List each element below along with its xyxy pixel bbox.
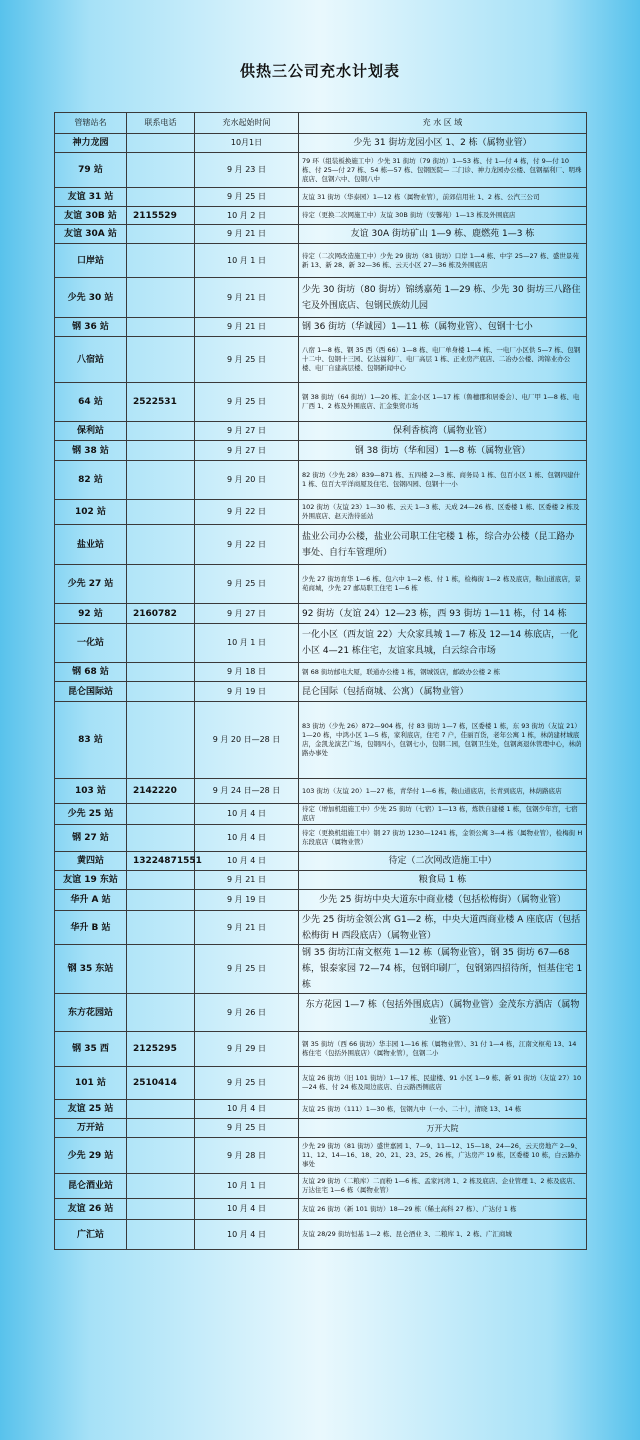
station-name-cell: 八宿站	[55, 337, 127, 383]
table-row	[55, 525, 587, 565]
phone-cell	[127, 153, 195, 188]
start-date-cell: 9 月 21 日	[195, 318, 299, 337]
area-cell: 92 街坊（友谊 24）12—23 栋，西 93 街坊 1—11 栋，付 14 栋	[299, 604, 587, 624]
station-name-cell: 东方花园站	[55, 994, 127, 1032]
table-row	[55, 1174, 587, 1199]
area-cell: 少先 25 街坊中央大道东中商业楼（包括松梅街）（属物业管）	[299, 890, 587, 911]
station-name-cell: 102 站	[55, 500, 127, 525]
start-date-cell: 10月1日	[195, 134, 299, 153]
phone-cell	[127, 500, 195, 525]
station-name-cell: 昆仑国际站	[55, 682, 127, 702]
station-name-cell: 保利站	[55, 422, 127, 441]
area-cell: 钢 35 街坊江南文枢苑 1—12 栋（属物业管），钢 35 街坊 67—68 栋，银泰家园 72—74 栋，包钢印刷厂，包钢第四招待所，恒基住宅 1 栋	[299, 945, 587, 994]
table-row	[55, 565, 587, 604]
phone-cell: 13224871551	[127, 852, 195, 871]
station-name-cell: 友谊 19 东站	[55, 871, 127, 890]
area-cell: 待定（二次网改造施工中）	[299, 852, 587, 871]
start-date-cell: 9 月 27 日	[195, 604, 299, 624]
area-cell: 友谊 31 街坊（华泰园）1—12 栋（属物业管），前郊信用社 1、2 栋、公汽三公司	[299, 188, 587, 207]
start-date-cell: 9 月 25 日	[195, 337, 299, 383]
phone-cell	[127, 337, 195, 383]
table-row	[55, 1138, 587, 1174]
area-cell: 102 街坊（友谊 23）1—30 栋、云天 1—3 栋、天成 24—26 栋、区委楼 1 栋、区委楼 2 栋及外围底店、赵天浩待延站	[299, 500, 587, 525]
start-date-cell: 9 月 21 日	[195, 871, 299, 890]
station-name-cell: 少先 27 站	[55, 565, 127, 604]
start-date-cell: 10 月 4 日	[195, 1220, 299, 1250]
table-row	[55, 702, 587, 779]
station-name-cell: 103 站	[55, 779, 127, 804]
area-cell: 友谊 26 街坊（旧 101 街坊）1—17 栋、民建楼、91 小区 1—9 栋、新 91 街坊（友谊 27）10—24 栋、付 24 栋及周边底店、白云路西侧底店	[299, 1067, 587, 1100]
area-cell: 八宿 1—8 栋、钢 35 西（西 66）1—8 栋、电厂单身楼 1—4 栋、一电厂小区供 5—7 栋、包钢十二中、包钢十三园、亿达福利厂、电厂高层 1 栋、正业房产底店、二冶办公楼、鸿锦业办公楼、电厂自建高层楼、包钢新闻中心	[299, 337, 587, 383]
area-cell: 79 环（组装板换施工中）少先 31 街坊（79 街坊）1—53 栋、付 1—付 4 栋，付 9—付 10 栋、付 25—付 27 栋、54 栋—57 栋、包钢医院— 二门诊、神力龙园办公楼、包钢福利厂、明珠底店、包钢六中、包钢八中	[299, 153, 587, 188]
phone-cell	[127, 911, 195, 945]
phone-cell	[127, 1174, 195, 1199]
station-name-cell: 华升 B 站	[55, 911, 127, 945]
header-station: 管辖站名	[55, 113, 127, 134]
phone-cell	[127, 871, 195, 890]
start-date-cell: 9 月 19 日	[195, 890, 299, 911]
table-row	[55, 441, 587, 461]
station-name-cell: 广汇站	[55, 1220, 127, 1250]
table-row	[55, 871, 587, 890]
phone-cell	[127, 278, 195, 318]
start-date-cell: 10 月 4 日	[195, 852, 299, 871]
table-row	[55, 1100, 587, 1119]
phone-cell	[127, 441, 195, 461]
start-date-cell: 9 月 21 日	[195, 278, 299, 318]
start-date-cell: 9 月 22 日	[195, 500, 299, 525]
table-row	[55, 225, 587, 244]
table-row	[55, 383, 587, 422]
table-row	[55, 890, 587, 911]
table-row	[55, 134, 587, 153]
station-name-cell: 少先 29 站	[55, 1138, 127, 1174]
station-name-cell: 82 站	[55, 461, 127, 500]
phone-cell: 2142220	[127, 779, 195, 804]
phone-cell	[127, 1220, 195, 1250]
station-name-cell: 钢 35 西	[55, 1032, 127, 1067]
table-row	[55, 500, 587, 525]
start-date-cell: 10 月 1 日	[195, 244, 299, 278]
station-name-cell: 钢 38 站	[55, 441, 127, 461]
station-name-cell: 101 站	[55, 1067, 127, 1100]
start-date-cell: 10 月 4 日	[195, 825, 299, 852]
table-row	[55, 207, 587, 225]
phone-cell	[127, 1199, 195, 1220]
phone-cell	[127, 244, 195, 278]
area-cell: 友谊 29 街坊（二粮库）二而粉 1—6 栋、孟家河湾 1、2 栋及底店、企业管理 1、2 栋及底店、万达住宅 1—6 栋（属物业管）	[299, 1174, 587, 1199]
area-cell: 钢 38 街坊（64 街坊）1—20 栋、汇金小区 1—17 栋（鲁穗郡和居委会）、电厂甲 1—8 栋、电厂西 1、2 栋及外围底店、汇金集贸市场	[299, 383, 587, 422]
table-row	[55, 682, 587, 702]
start-date-cell: 9 月 19 日	[195, 682, 299, 702]
table-row	[55, 663, 587, 682]
station-name-cell: 79 站	[55, 153, 127, 188]
station-name-cell: 友谊 31 站	[55, 188, 127, 207]
table-row	[55, 1199, 587, 1220]
station-name-cell: 83 站	[55, 702, 127, 779]
table-row	[55, 911, 587, 945]
area-cell: 盐业公司办公楼，盐业公司职工住宅楼 1 栋，综合办公楼（昆工路办事处、自行车管理所）	[299, 525, 587, 565]
phone-cell	[127, 624, 195, 663]
area-cell: 少先 29 街坊（81 街坊）盛世嘉园 1、7—9、11—12、15—18、24—26，云天房地产 2—9、11、12、14—16、18、20、21、23、25、26 栋，广达房产 19 栋，区委楼 10 栋，白云路办事处	[299, 1138, 587, 1174]
table-row	[55, 278, 587, 318]
station-name-cell: 64 站	[55, 383, 127, 422]
start-date-cell: 9 月 27 日	[195, 422, 299, 441]
area-cell: 待定（增加机组施工中）少先 25 街坊（七宿）1—13 栋，炼铁自建楼 1 栋，包钢少年宫，七宿底店	[299, 804, 587, 825]
phone-cell	[127, 682, 195, 702]
table-row	[55, 604, 587, 624]
area-cell: 钢 36 街坊（华诚园）1—11 栋（属物业管）、包钢十七小	[299, 318, 587, 337]
start-date-cell: 9 月 25 日	[195, 565, 299, 604]
start-date-cell: 9 月 25 日	[195, 945, 299, 994]
station-name-cell: 少先 25 站	[55, 804, 127, 825]
phone-cell	[127, 422, 195, 441]
table-row	[55, 244, 587, 278]
start-date-cell: 9 月 20 日	[195, 461, 299, 500]
phone-cell	[127, 318, 195, 337]
phone-cell	[127, 663, 195, 682]
start-date-cell: 9 月 25 日	[195, 1119, 299, 1138]
station-name-cell: 神力龙园	[55, 134, 127, 153]
start-date-cell: 10 月 2 日	[195, 207, 299, 225]
table-row	[55, 318, 587, 337]
area-cell: 103 街坊（友谊 20）1—27 栋，青华付 1—6 栋，鞍山道底店，长青到底店，林荫路底店	[299, 779, 587, 804]
phone-cell	[127, 1100, 195, 1119]
phone-cell	[127, 945, 195, 994]
area-cell: 少先 31 街坊龙园小区 1、2 栋（属物业管）	[299, 134, 587, 153]
area-cell: 友谊 28/29 街坊恒基 1—2 栋、昆仑酒业 3、二粮库 1、2 栋、广汇商城	[299, 1220, 587, 1250]
phone-cell	[127, 825, 195, 852]
area-cell: 东方花园 1—7 栋（包括外围底店）（属物业管）金茂东方酒店（属物业管）	[299, 994, 587, 1032]
station-name-cell: 盐业站	[55, 525, 127, 565]
start-date-cell: 9 月 21 日	[195, 225, 299, 244]
area-cell: 友谊 25 街坊（111）1—30 栋，包钢九中（一小、二十），清晓 13、14 栋	[299, 1100, 587, 1119]
phone-cell	[127, 890, 195, 911]
start-date-cell: 9 月 29 日	[195, 1032, 299, 1067]
start-date-cell: 9 月 24 日—28 日	[195, 779, 299, 804]
station-name-cell: 一化站	[55, 624, 127, 663]
station-name-cell: 友谊 30A 站	[55, 225, 127, 244]
header-phone: 联系电话	[127, 113, 195, 134]
table-row	[55, 422, 587, 441]
start-date-cell: 9 月 20 日—28 日	[195, 702, 299, 779]
start-date-cell: 9 月 18 日	[195, 663, 299, 682]
table-row	[55, 804, 587, 825]
start-date-cell: 9 月 25 日	[195, 383, 299, 422]
station-name-cell: 万开站	[55, 1119, 127, 1138]
table-row	[55, 1220, 587, 1250]
phone-cell	[127, 134, 195, 153]
phone-cell	[127, 565, 195, 604]
table-row	[55, 153, 587, 188]
start-date-cell: 10 月 4 日	[195, 1100, 299, 1119]
area-cell: 待定（更换二次网施工中）友谊 30B 街坊（安馨苑）1—13 栋及外围底店	[299, 207, 587, 225]
station-name-cell: 钢 27 站	[55, 825, 127, 852]
phone-cell	[127, 1138, 195, 1174]
table-row	[55, 337, 587, 383]
area-cell: 友谊 26 街坊（新 101 街坊）18—29 栋（稀土高科 27 栋）、广达付 1 栋	[299, 1199, 587, 1220]
start-date-cell: 10 月 4 日	[195, 1199, 299, 1220]
area-cell: 少先 27 街坊育华 1—6 栋、包六中 1—2 栋、付 1 栋，检梅街 1—2 栋及底店，鞍山道底店，景苑商城，少先 27 邮局职工住宅 1—6 栋	[299, 565, 587, 604]
header-start-date: 充水起始时间	[195, 113, 299, 134]
table-row	[55, 461, 587, 500]
charging-plan-table	[54, 112, 587, 1250]
table-row	[55, 1119, 587, 1138]
start-date-cell: 10 月 1 日	[195, 624, 299, 663]
start-date-cell: 9 月 22 日	[195, 525, 299, 565]
phone-cell: 2115529	[127, 207, 195, 225]
station-name-cell: 黄四站	[55, 852, 127, 871]
start-date-cell: 9 月 27 日	[195, 441, 299, 461]
area-cell: 少先 25 街坊金领公寓 G1—2 栋，中央大道西商业楼 A 座底店（包括松梅街 H 西段底店）（属物业管）	[299, 911, 587, 945]
start-date-cell: 10 月 4 日	[195, 804, 299, 825]
table-row	[55, 779, 587, 804]
area-cell: 友谊 30A 街坊矿山 1—9 栋、鹿燃苑 1—3 栋	[299, 225, 587, 244]
phone-cell	[127, 525, 195, 565]
area-cell: 粮食局 1 栋	[299, 871, 587, 890]
start-date-cell: 10 月 1 日	[195, 1174, 299, 1199]
table-row	[55, 945, 587, 994]
area-cell: 待定（二次网改造施工中）少先 29 街坊（81 街坊）口岸 1—4 栋、中宇 25—27 栋、盛世景苑新 13、新 28、新 32—36 栋、云天小区 27—36 栋及外围底店	[299, 244, 587, 278]
station-name-cell: 92 站	[55, 604, 127, 624]
station-name-cell: 少先 30 站	[55, 278, 127, 318]
area-cell: 一化小区（西友谊 22）大众家具城 1—7 栋及 12—14 栋底店，一化小区 4—21 栋住宅，友谊家具城，白云综合市场	[299, 624, 587, 663]
start-date-cell: 9 月 21 日	[195, 911, 299, 945]
table-header-row	[55, 113, 587, 134]
phone-cell	[127, 188, 195, 207]
start-date-cell: 9 月 23 日	[195, 153, 299, 188]
area-cell: 昆仑国际（包括商城、公寓）（属物业管）	[299, 682, 587, 702]
station-name-cell: 华升 A 站	[55, 890, 127, 911]
phone-cell: 2522531	[127, 383, 195, 422]
table-row	[55, 852, 587, 871]
station-name-cell: 友谊 30B 站	[55, 207, 127, 225]
phone-cell	[127, 702, 195, 779]
table-row	[55, 1032, 587, 1067]
station-name-cell: 钢 35 东站	[55, 945, 127, 994]
station-name-cell: 友谊 26 站	[55, 1199, 127, 1220]
table-row	[55, 825, 587, 852]
phone-cell: 2510414	[127, 1067, 195, 1100]
header-area: 充 水 区 域	[299, 113, 587, 134]
phone-cell	[127, 461, 195, 500]
phone-cell: 2160782	[127, 604, 195, 624]
table-row	[55, 1067, 587, 1100]
table-row	[55, 188, 587, 207]
page-title: 供热三公司充水计划表	[239, 62, 400, 80]
area-cell: 钢 35 街坊（西 66 街坊）华丰园 1—16 栋（属物业管）、31 付 1—4 栋，江南文枢苑 13、14 栋住宅（包括外围底店）（属物业管），包钢二小	[299, 1032, 587, 1067]
station-name-cell: 昆仑酒业站	[55, 1174, 127, 1199]
phone-cell	[127, 1119, 195, 1138]
start-date-cell: 9 月 26 日	[195, 994, 299, 1032]
station-name-cell: 友谊 25 站	[55, 1100, 127, 1119]
area-cell: 钢 38 街坊（华和园）1—8 栋（属物业管）	[299, 441, 587, 461]
station-name-cell: 钢 36 站	[55, 318, 127, 337]
phone-cell	[127, 994, 195, 1032]
area-cell: 82 街坊（少先 28）839—871 栋、五四楼 2—3 栋、商务局 1 栋、包百小区 1 栋、包钢四建什 1 栋、包百大平洋商厦及住宅、包钢四园、包钢十一小	[299, 461, 587, 500]
phone-cell: 2125295	[127, 1032, 195, 1067]
phone-cell	[127, 225, 195, 244]
area-cell: 83 街坊（少先 26）872—904 栋，付 83 街坊 1—7 栋，区委楼 1 栋，东 93 街坊（友谊 21）1—20 栋，中鸿小区 1—5 栋，家利底店，住宅 7 户，佳丽百货，老年公寓 1 栋，林荫建材城底店，金凯龙演艺广场，包钢四小，包钢七小，包钢二园，包钢卫生处，包钢离退休管理中心，林荫路办事处	[299, 702, 587, 779]
area-cell: 万开大院	[299, 1119, 587, 1138]
start-date-cell: 9 月 25 日	[195, 188, 299, 207]
station-name-cell: 钢 68 站	[55, 663, 127, 682]
station-name-cell: 口岸站	[55, 244, 127, 278]
table-row	[55, 994, 587, 1032]
table-row	[55, 624, 587, 663]
start-date-cell: 9 月 28 日	[195, 1138, 299, 1174]
start-date-cell: 9 月 25 日	[195, 1067, 299, 1100]
phone-cell	[127, 804, 195, 825]
area-cell: 保利香槟湾（属物业管）	[299, 422, 587, 441]
area-cell: 钢 68 街坊邮电大厦，联通办公楼 1 栋，钢城饭店，邮政办公楼 2 栋	[299, 663, 587, 682]
area-cell: 少先 30 街坊（80 街坊）锦绣嘉苑 1—29 栋、少先 30 街坊三八路住宅及外围底店、包钢民族幼儿园	[299, 278, 587, 318]
area-cell: 待定（更换机组施工中）钢 27 街坊 1230—1241 栋，金领公寓 3—4 栋（属物业管），检梅街 H 东段底店（属物业管）	[299, 825, 587, 852]
